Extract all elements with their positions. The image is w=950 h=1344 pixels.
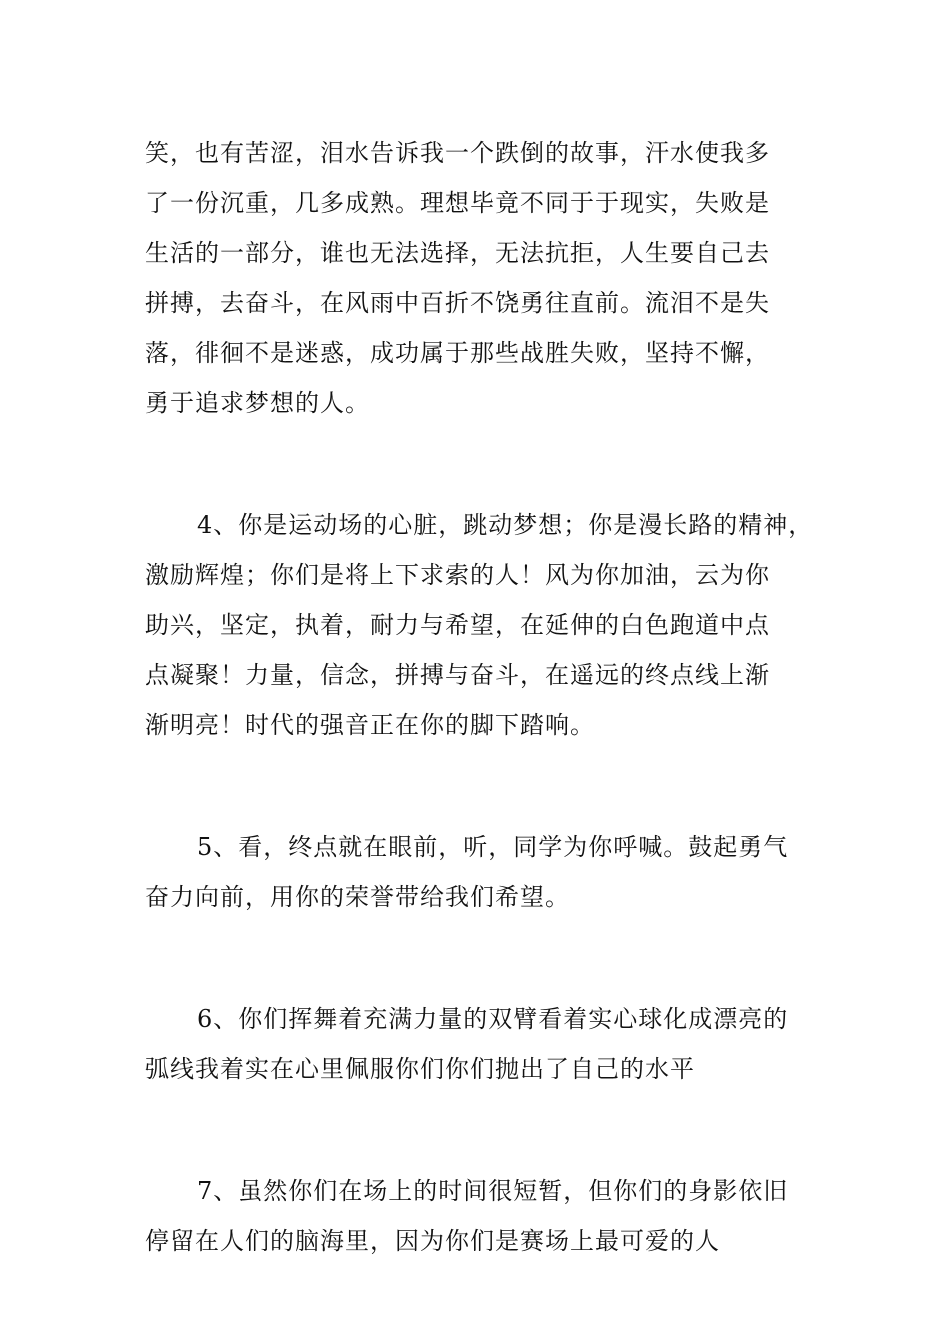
paragraph-item-6 [145, 994, 807, 1094]
text-line: 助兴，坚定，执着，耐力与希望，在延伸的白色跑道中点 [145, 611, 770, 639]
text-line: 勇于追求梦想的人。 [145, 389, 370, 417]
text-line: 渐明亮！时代的强音正在你的脚下踏响。 [145, 711, 595, 739]
paragraph-spacer [145, 428, 807, 500]
paragraph-item-5 [145, 822, 807, 922]
text-line: 激励辉煌；你们是将上下求索的人！风为你加油，云为你 [145, 561, 770, 589]
paragraph-spacer [145, 750, 807, 822]
paragraph-spacer [145, 922, 807, 994]
text-line: 停留在人们的脑海里，因为你们是赛场上最可爱的人 [145, 1227, 720, 1255]
text-line: 6、你们挥舞着充满力量的双臂看着实心球化成漂亮的 [197, 1005, 789, 1033]
text-line: 笑，也有苦涩，泪水告诉我一个跌倒的故事，汗水使我多 [145, 139, 770, 167]
text-line: 7、虽然你们在场上的时间很短暂，但你们的身影依旧 [197, 1177, 789, 1205]
text-line: 生活的一部分，谁也无法选择，无法抗拒，人生要自己去 [145, 239, 770, 267]
text-line: 4、你是运动场的心脏，跳动梦想；你是漫长路的精神， [197, 511, 814, 539]
text-line: 奋力向前，用你的荣誉带给我们希望。 [145, 883, 570, 911]
text-line: 落，徘徊不是迷惑，成功属于那些战胜失败，坚持不懈， [145, 339, 770, 367]
paragraph-spacer [145, 1094, 807, 1166]
paragraph-continuation [145, 128, 807, 428]
text-line: 5、看，终点就在眼前，听，同学为你呼喊。鼓起勇气 [197, 833, 789, 861]
text-line: 点凝聚！力量，信念，拼搏与奋斗，在遥远的终点线上渐 [145, 661, 770, 689]
paragraph-item-7 [145, 1166, 807, 1266]
paragraph-item-4 [145, 500, 814, 750]
text-line: 了一份沉重，几多成熟。理想毕竟不同于于现实，失败是 [145, 189, 770, 217]
text-line: 拼搏，去奋斗，在风雨中百折不饶勇往直前。流泪不是失 [145, 289, 770, 317]
document-body [145, 128, 814, 1266]
text-line: 弧线我着实在心里佩服你们你们抛出了自己的水平 [145, 1055, 695, 1083]
